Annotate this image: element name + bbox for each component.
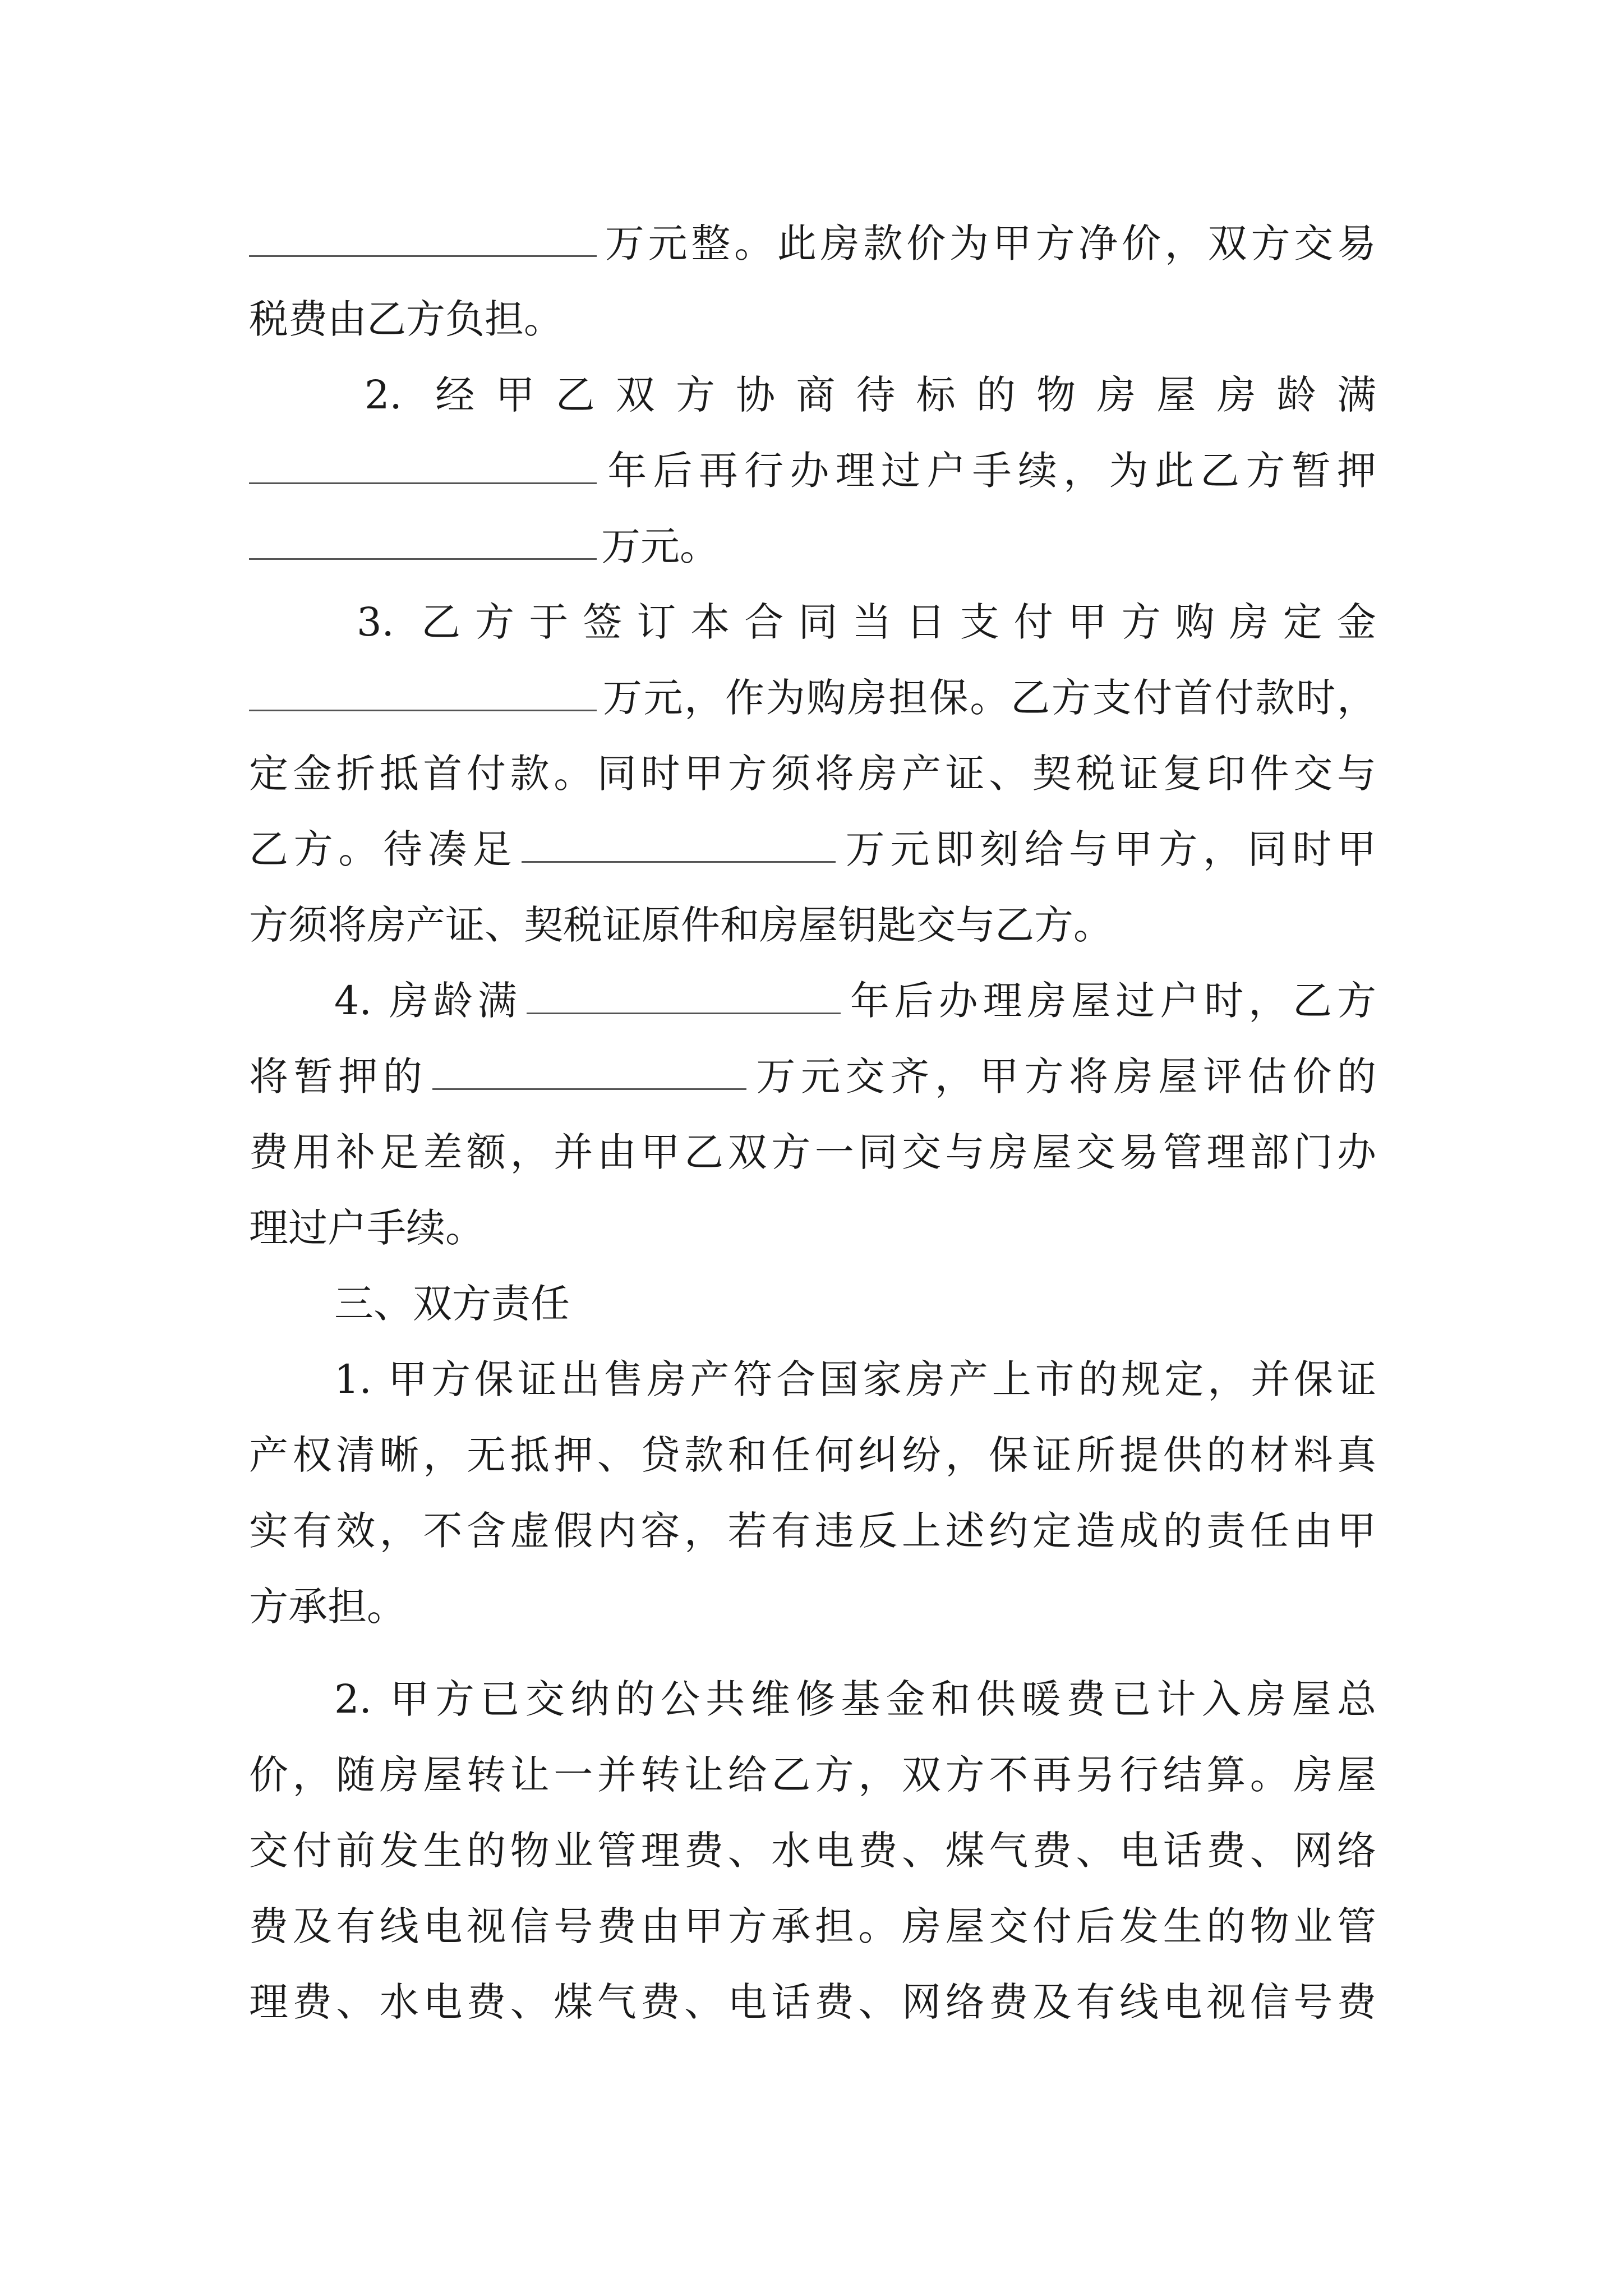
section-heading: 三、双方责任 xyxy=(334,1281,570,1327)
paragraph-5-line-3: 实有效，不含虚假内容，若有违反上述约定造成的责任由甲 xyxy=(249,1508,1376,1554)
fill-blank[interactable] xyxy=(249,522,597,560)
fill-blank[interactable] xyxy=(432,1052,746,1090)
paragraph-5-line-2: 产权清晰，无抵押、贷款和任何纠纷，保证所提供的材料真 xyxy=(249,1432,1376,1478)
paragraph-5-line-4: 方承担。 xyxy=(249,1584,406,1630)
fill-blank[interactable] xyxy=(249,219,597,257)
paragraph-3-line-5: 方须将房产证、契税证原件和房屋钥匙交与乙方。 xyxy=(249,902,1113,948)
paragraph-3-line-1: 3. 乙方于签订本合同当日支付甲方购房定金 xyxy=(357,599,1376,645)
paragraph-6-line-3: 交付前发生的物业管理费、水电费、煤气费、电话费、网络 xyxy=(249,1828,1376,1874)
paragraph-6-line-2: 价，随房屋转让一并转让给乙方，双方不再另行结算。房屋 xyxy=(249,1752,1376,1798)
paragraph-6-line-4: 费及有线电视信号费由甲方承担。房屋交付后发生的物业管 xyxy=(249,1903,1376,1949)
paragraph-4-line-1: 4. 房龄满 年后办理房屋过户时，乙方 xyxy=(334,978,1376,1024)
fill-blank[interactable] xyxy=(249,447,597,484)
paragraph-3-line-4: 乙方。待凑足 万元即刻给与甲方，同时甲 xyxy=(249,826,1376,872)
fill-blank[interactable] xyxy=(249,674,597,711)
paragraph-4-line-4: 理过户手续。 xyxy=(249,1205,485,1251)
paragraph-2-line-2: 年后再行办理过户手续，为此乙方暂押 xyxy=(249,444,1376,498)
paragraph-2-line-1: 2. 经甲乙双方协商待标的物房屋房龄满 xyxy=(365,372,1376,418)
paragraph-2-line-3: 万元。 xyxy=(249,519,1376,573)
paragraph-6-line-5: 理费、水电费、煤气费、电话费、网络费及有线电视信号费 xyxy=(249,1979,1376,2025)
paragraph-4-line-3: 费用补足差额，并由甲乙双方一同交与房屋交易管理部门办 xyxy=(249,1129,1376,1175)
paragraph-3-line-2: 万元，作为购房担保。乙方支付首付款时， xyxy=(249,671,1376,725)
paragraph-1-line-2: 税费由乙方负担。 xyxy=(249,296,563,342)
paragraph-3-line-3: 定金折抵首付款。同时甲方须将房产证、契税证复印件交与 xyxy=(249,751,1376,797)
paragraph-4-line-2: 将暂押的 万元交齐，甲方将房屋评估价的 xyxy=(249,1053,1376,1099)
fill-blank[interactable] xyxy=(522,825,836,863)
paragraph-6-line-1: 2. 甲方已交纳的公共维修基金和供暖费已计入房屋总 xyxy=(334,1676,1376,1722)
paragraph-1-line-1: 万元整。此房款价为甲方净价，双方交易 xyxy=(249,217,1376,270)
paragraph-5-line-1: 1. 甲方保证出售房产符合国家房产上市的规定，并保证 xyxy=(334,1356,1376,1402)
fill-blank[interactable] xyxy=(527,977,841,1014)
